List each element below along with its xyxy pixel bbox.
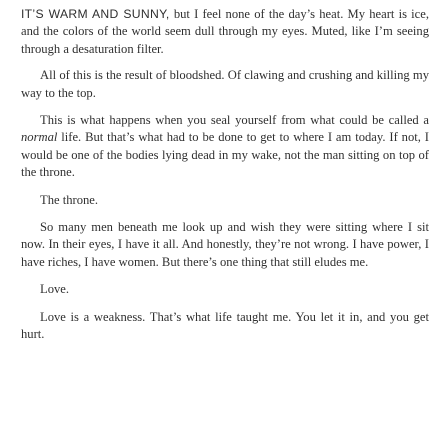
chapter-lead-in: IT’S WARM AND SUNNY, bbox=[21, 7, 170, 21]
paragraph-1-text: but I feel none of the day’s heat. My heart is ice, and the colors of the world seem dull through my eyes. Muted, like I’m seeing through a desaturation filter. bbox=[21, 7, 429, 56]
paragraph-1 bbox=[21, 6, 429, 58]
paragraph-6: Love. bbox=[40, 282, 70, 297]
document-page bbox=[21, 6, 429, 354]
emphasized-word: normal bbox=[21, 130, 58, 145]
paragraph-3-text-before: This is what happens when you seal yourself from what could be called a bbox=[40, 113, 429, 128]
paragraph-4: The throne. bbox=[40, 192, 99, 207]
paragraph-3-text-after: life. But that’s what had to be done to get to where I am today. If not, I would be one of the bodies lying dead in my wake, not the man sitting on top of the throne. bbox=[21, 130, 429, 180]
paragraph-2: All of this is the result of bloodshed. Of clawing and crushing and killing my way to the top. bbox=[21, 68, 429, 100]
paragraph-3 bbox=[21, 112, 429, 182]
paragraph-7: Love is a weakness. That’s what life taught me. You let it in, and you get hurt. bbox=[21, 309, 429, 342]
paragraph-5: So many men beneath me look up and wish they were sitting where I sit now. In their eyes, I have it all. And honestly, they’re not wrong. I have power, I have riches, I have women. But there’s one thing that still eludes me. bbox=[21, 220, 429, 269]
